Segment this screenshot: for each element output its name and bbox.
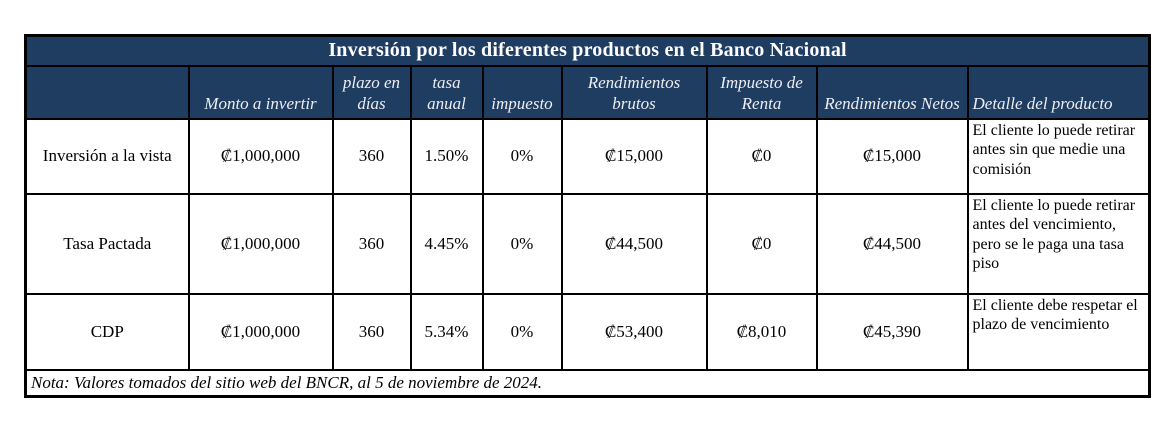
column-header-monto: Monto a invertir [189, 66, 333, 119]
cell-monto: ₡1,000,000 [189, 194, 333, 294]
table-note-row [26, 370, 1150, 397]
cell-tasa: 4.45% [411, 194, 483, 294]
cell-plazo: 360 [333, 194, 411, 294]
column-header-impuesto: impuesto [483, 66, 562, 119]
cell-impuesto: 0% [483, 194, 562, 294]
column-header-tasa: tasa anual [411, 66, 483, 119]
cell-rend-brutos: ₡15,000 [562, 119, 707, 194]
table-row-cdp [26, 294, 1150, 370]
investment-products-table [24, 34, 1151, 398]
column-header-impuesto-renta: Impuesto de Renta [707, 66, 817, 119]
cell-rend-netos: ₡44,500 [817, 194, 968, 294]
cell-detalle: El cliente lo puede retirar antes sin que medie una comisión [968, 119, 1150, 194]
cell-rend-netos: ₡45,390 [817, 294, 968, 370]
cell-plazo: 360 [333, 294, 411, 370]
cell-rend-netos: ₡15,000 [817, 119, 968, 194]
cell-tasa: 1.50% [411, 119, 483, 194]
cell-tasa: 5.34% [411, 294, 483, 370]
table-row-inversion-a-la-vista [26, 119, 1150, 194]
cell-rend-brutos: ₡44,500 [562, 194, 707, 294]
cell-plazo: 360 [333, 119, 411, 194]
cell-monto: ₡1,000,000 [189, 119, 333, 194]
table-row-tasa-pactada [26, 194, 1150, 294]
table-note: Nota: Valores tomados del sitio web del BNCR, al 5 de noviembre de 2024. [26, 370, 1150, 397]
column-header-rend-brutos: Rendimientos brutos [562, 66, 707, 119]
table-title-row [26, 36, 1150, 66]
cell-monto: ₡1,000,000 [189, 294, 333, 370]
table-title: Inversión por los diferentes productos en el Banco Nacional [26, 36, 1150, 66]
cell-rend-brutos: ₡53,400 [562, 294, 707, 370]
cell-product: Tasa Pactada [26, 194, 189, 294]
cell-impuesto-renta: ₡0 [707, 119, 817, 194]
cell-detalle: El cliente lo puede retirar antes del vencimiento, pero se le paga una tasa piso [968, 194, 1150, 294]
cell-impuesto-renta: ₡0 [707, 194, 817, 294]
cell-product: Inversión a la vista [26, 119, 189, 194]
column-header-rend-netos: Rendimientos Netos [817, 66, 968, 119]
column-header-detalle: Detalle del producto [968, 66, 1150, 119]
cell-detalle: El cliente debe respetar el plazo de vencimiento [968, 294, 1150, 370]
cell-impuesto: 0% [483, 294, 562, 370]
table-header-row [26, 66, 1150, 119]
cell-product: CDP [26, 294, 189, 370]
column-header-product [26, 66, 189, 119]
cell-impuesto: 0% [483, 119, 562, 194]
column-header-plazo: plazo en días [333, 66, 411, 119]
cell-impuesto-renta: ₡8,010 [707, 294, 817, 370]
investment-table-container [24, 34, 1151, 398]
